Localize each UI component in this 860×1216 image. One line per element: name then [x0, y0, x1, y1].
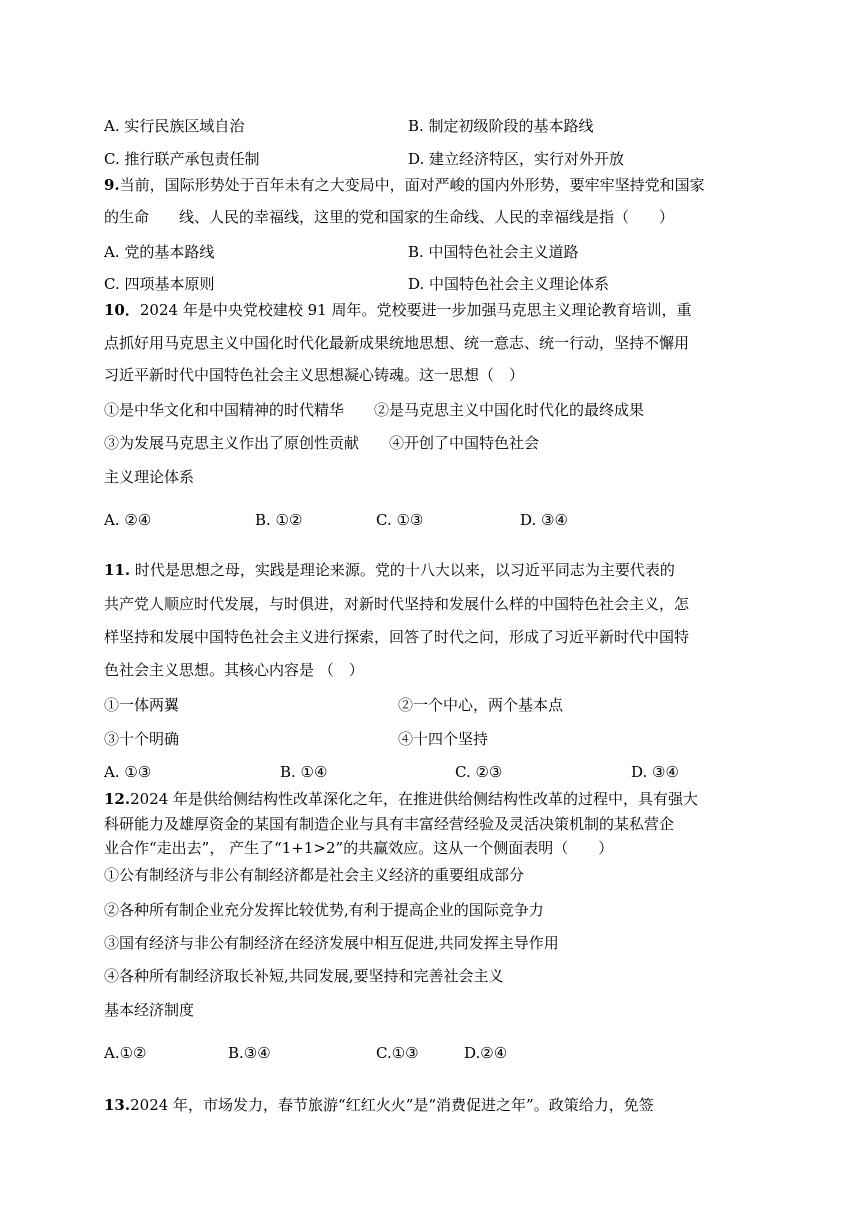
- q11-number: 11.: [104, 561, 131, 579]
- q11-option-c: C. ②③: [455, 763, 503, 781]
- q10-option-b: B. ①②: [255, 511, 303, 529]
- q13-stem-line-1: [104, 1095, 654, 1115]
- q11-option-b: B. ①④: [280, 763, 328, 781]
- q12-statement-2: ②各种所有制企业充分发挥比较优势,有利于提高企业的国际竞争力: [104, 901, 544, 919]
- q9-stem-line-1: [104, 175, 705, 195]
- q10-option-c: C. ①③: [376, 511, 424, 529]
- q10-stem-line-3: 习近平新时代中国特色社会主义思想凝心铸魂。这一思想（ ）: [104, 366, 525, 384]
- q11-option-d: D. ③④: [631, 763, 679, 781]
- q9-stem-line-2: 的生命 线、人民的幸福线，这里的党和国家的生命线、人民的幸福线是指（ ）: [104, 208, 675, 226]
- q12-option-b: B.③④: [228, 1044, 271, 1062]
- q12-stem-line-1: [104, 789, 698, 809]
- q11-stem-line-2: 共产党人顺应时代发展，与时俱进，对新时代坚持和发展什么样的中国特色社会主义，怎: [104, 595, 690, 613]
- q12-statement-1: ①公有制经济与非公有制经济都是社会主义经济的重要组成部分: [104, 866, 525, 884]
- q10-stem-line-1: [104, 300, 691, 320]
- q8-option-b: B. 制定初级阶段的基本路线: [408, 117, 594, 135]
- q11-stem-text: 时代是思想之母，实践是理论来源。党的十八大以来，以习近平同志为主要代表的: [130, 561, 675, 579]
- q10-stem-text: 2024 年是中央党校建校 91 周年。党校要进一步加强马克思主义理论教育培训，重: [139, 301, 692, 319]
- q11-stem-line-1: [104, 560, 675, 580]
- q10-option-d: D. ③④: [520, 511, 568, 529]
- q10-option-a: A. ②④: [104, 511, 152, 529]
- q13-number: 13.: [104, 1096, 131, 1114]
- q8-option-d: D. 建立经济特区，实行对外开放: [408, 150, 625, 168]
- q12-option-d: D.②④: [464, 1044, 508, 1062]
- q9-stem-text: 当前，国际形势处于百年未有之大变局中，面对严峻的国内外形势，要牢牢坚持党和国家: [119, 176, 705, 194]
- q12-stem-line-3: 业合作“走出去”， 产生了“1+1>2”的共赢效应。这从一个侧面表明（ ）: [104, 839, 614, 857]
- q12-number: 12.: [104, 790, 131, 808]
- q11-statement-2: ②一个中心，两个基本点: [398, 696, 564, 714]
- q9-option-b: B. 中国特色社会主义道路: [408, 243, 579, 261]
- q10-statement-1: ①是中华文化和中国精神的时代精华 ②是马克思主义中国化时代化的最终成果: [104, 401, 645, 419]
- q11-statement-4: ④十四个坚持: [398, 730, 489, 748]
- q11-stem-line-4: 色社会主义思想。其核心内容是 （ ）: [104, 661, 364, 679]
- q11-option-a: A. ①③: [104, 763, 152, 781]
- q12-option-c: C.①③: [376, 1044, 419, 1062]
- q8-option-a: A. 实行民族区域自治: [104, 117, 245, 135]
- q12-statement-5: 基本经济制度: [104, 1001, 195, 1019]
- q10-statement-2: ③为发展马克思主义作出了原创性贡献 ④开创了中国特色社会: [104, 434, 540, 452]
- q11-statement-1: ①一体两翼: [104, 696, 180, 714]
- q12-option-a: A.①②: [104, 1044, 147, 1062]
- q10-stem-line-2: 点抓好用马克思主义中国化时代化最新成果统地思想、统一意志、统一行动，坚持不懈用: [104, 334, 690, 352]
- q8-option-c: C. 推行联产承包责任制: [104, 150, 260, 168]
- q12-stem-text: 2024 年是供给侧结构性改革深化之年，在推进供给侧结构性改革的过程中，具有强大: [130, 790, 699, 808]
- q12-statement-3: ③国有经济与非公有制经济在经济发展中相互促进,共同发挥主导作用: [104, 934, 559, 952]
- q12-stem-line-2: 科研能力及雄厚资金的某国有制造企业与具有丰富经营经验及灵活决策机制的某私营企: [104, 815, 675, 833]
- q11-stem-line-3: 样坚持和发展中国特色社会主义进行探索，回答了时代之问，形成了习近平新时代中国特: [104, 628, 690, 646]
- q9-option-a: A. 党的基本路线: [104, 243, 215, 261]
- q10-statement-3: 主义理论体系: [104, 468, 195, 486]
- q9-option-d: D. 中国特色社会主义理论体系: [408, 275, 610, 293]
- q10-number: 10．: [104, 301, 140, 319]
- q9-option-c: C. 四项基本原则: [104, 275, 215, 293]
- q11-statement-3: ③十个明确: [104, 730, 180, 748]
- q12-statement-4: ④各种所有制经济取长补短,共同发展,要坚持和完善社会主义: [104, 967, 504, 985]
- q13-stem-text: 2024 年，市场发力，春节旅游“红红火火”是“消费促进之年”。政策给力，免签: [130, 1096, 654, 1114]
- q9-number: 9.: [104, 176, 120, 194]
